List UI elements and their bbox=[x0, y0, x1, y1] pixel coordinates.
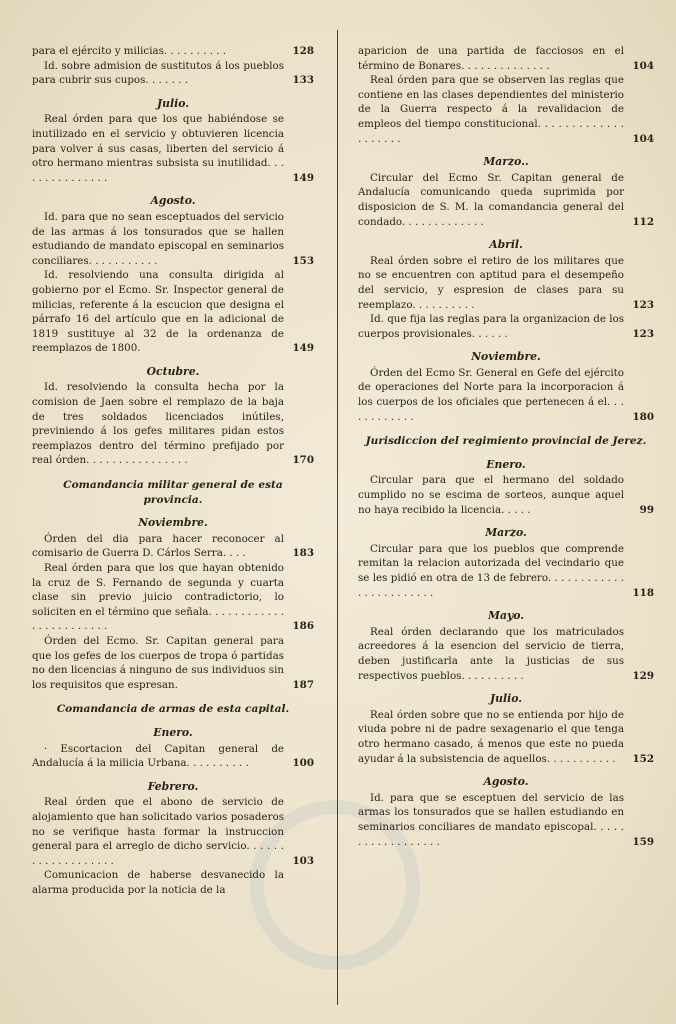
entry-text: Órden del Ecmo. Sr. Capitan general para que los gefes de los cuerpos de tropa ó partidas no den licencias á ninguno de sus individuos sin los requisitos que espresan. bbox=[32, 634, 284, 691]
page-number: 149 bbox=[292, 342, 314, 355]
index-entry bbox=[32, 561, 314, 634]
page-number: 186 bbox=[292, 620, 314, 633]
entry-text: Circular para que el hermano del soldado cumplido no se escima de sorteos, aunque aquel no haya recibido la licencia. . . . . bbox=[358, 474, 624, 516]
page-number: 128 bbox=[292, 45, 314, 57]
page-number: 153 bbox=[292, 254, 314, 267]
month-heading: Noviembre. bbox=[471, 350, 541, 364]
month-heading: Julio. bbox=[157, 96, 189, 110]
page-number: 100 bbox=[292, 757, 314, 770]
section-heading: Comandancia militar general de esta provincia. bbox=[63, 479, 283, 506]
page-number: 180 bbox=[632, 410, 654, 423]
page-number: 149 bbox=[292, 171, 314, 184]
page-number: 187 bbox=[292, 678, 314, 691]
month-heading: Marzo. bbox=[485, 526, 527, 540]
index-entry bbox=[32, 112, 314, 185]
entry-text: Id. para que se esceptuen del servicio de las armas los tonsurados que se hallen estudiando en seminarios conciliares de mandato episcopal. . . . . . . . . . . . . . . . . . bbox=[358, 791, 624, 848]
entry-text: Circular del Ecmo Sr. Capitan general de Andalucía comunicando queda suprimida por disposicion de S. M. la comandancia general del condado. . . . . . . . . . . . . bbox=[358, 171, 624, 228]
entry-text: Órden del Ecmo Sr. General en Gefe del ejército de operaciones del Norte para la incorporacion á los cuerpos de los oficiales que pertenecen á el. . . . . . . . . . . . bbox=[358, 366, 624, 423]
entry-text: Real órden que el abono de servicio de alojamiento que han solicitado varios posaderos no se verifique hasta formar la instruccion general para el arreglo de dicho servicio. . . . . . . . . . . . . . . . . . . bbox=[32, 796, 284, 867]
index-entry bbox=[358, 366, 654, 424]
page-number: 104 bbox=[632, 132, 654, 145]
index-entry bbox=[32, 59, 314, 88]
entry-text: Real órden para que los que hayan obtenido la cruz de S. Fernando de segunda y cuarta clase sin previo juicio contradictorio, lo soliciten en el término que señala. . . . . . . . . . . . . . . . . . . . . . . . bbox=[32, 562, 284, 633]
page-number: 112 bbox=[632, 215, 654, 228]
index-entry bbox=[358, 625, 654, 683]
month-heading: Agosto. bbox=[150, 194, 196, 208]
month-heading: Julio. bbox=[490, 692, 522, 706]
index-entry bbox=[358, 312, 654, 341]
section-heading: Comandancia de armas de esta capital. bbox=[56, 703, 290, 716]
month-heading: Octubre. bbox=[146, 364, 200, 378]
entry-text: Real órden para que se observen las reglas que contiene en las clases dependientes del ministerio de la Guerra respecto á la revalidacion de empleos del tiempo constitucional. . . . . . . . . . . . . . . . . . . . bbox=[358, 74, 624, 145]
page-number: 118 bbox=[632, 586, 654, 599]
month-heading: Febrero. bbox=[147, 779, 199, 793]
month-heading: Noviembre. bbox=[138, 516, 208, 530]
entry-text: Circular para que los pueblos que comprende remitan la relacion autorizada del vecindario que se les pidió en otra de 13 de febrero. . . . . . . . . . . . . . . . . . . . . . . . bbox=[358, 542, 624, 599]
index-entry bbox=[32, 634, 314, 692]
month-heading: Abril. bbox=[489, 238, 523, 252]
month-heading: Agosto. bbox=[483, 775, 529, 789]
index-entry bbox=[358, 473, 654, 517]
page-number: 123 bbox=[632, 298, 654, 311]
entry-text: · Escortacion del Capitan general de Andalucía á la milicia Urbana. . . . . . . . . . bbox=[32, 742, 284, 770]
index-entry bbox=[32, 268, 314, 356]
index-entry bbox=[358, 254, 654, 312]
index-entry bbox=[32, 868, 314, 897]
page-number: 159 bbox=[632, 835, 654, 848]
entry-text: Id. que fija las reglas para la organizacion de los cuerpos provisionales. . . . . . bbox=[358, 313, 624, 340]
index-entry bbox=[358, 73, 654, 146]
page-number: 183 bbox=[292, 547, 314, 560]
entry-text: para el ejército y milicias. . . . . . . . . . bbox=[32, 45, 227, 57]
index-entry bbox=[358, 708, 654, 766]
index-entry bbox=[358, 44, 654, 73]
index-entry bbox=[32, 380, 314, 468]
index-entry bbox=[32, 532, 314, 561]
entry-text: Órden del dia para hacer reconocer al comisario de Guerra D. Cárlos Serra. . . . bbox=[32, 532, 284, 560]
entry-text: aparicion de una partida de facciosos en el término de Bonares. . . . . . . . . . . . . . bbox=[358, 45, 624, 72]
page-number: 104 bbox=[632, 59, 654, 72]
section-heading: Jurisdiccion del regimiento provincial de Jerez. bbox=[365, 435, 647, 448]
index-entry bbox=[358, 791, 654, 849]
entry-text: Comunicacion de haberse desvanecido la alarma producida por la noticia de la bbox=[32, 869, 284, 896]
right-column bbox=[358, 44, 654, 849]
index-entry bbox=[358, 542, 654, 600]
index-entry bbox=[32, 210, 314, 268]
page-number: 103 bbox=[292, 854, 314, 867]
entry-text: Id. resolviendo una consulta dirigida al gobierno por el Ecmo. Sr. Inspector general de milicias, referente á la escucion que designa el párrafo 16 del artículo que en la adicional de 1819 sustituye al 32 de la ordenanza de reemplazos de 1800. bbox=[32, 269, 284, 355]
entry-text: Real órden declarando que los matriculados acreedores á la esencion del servicio de tierra, deben justificarla ante la justicias de sus respectivos pueblos. . . . . . . . . . bbox=[358, 625, 624, 682]
index-entry bbox=[32, 44, 314, 59]
column-divider bbox=[337, 30, 338, 1005]
index-entry bbox=[358, 171, 654, 229]
index-entry bbox=[32, 795, 314, 868]
entry-text: Id. para que no sean esceptuados del servicio de las armas á los tonsurados que se hallen estudiando de mandato episcopal en seminarios conciliares. . . . . . . . . . . bbox=[32, 210, 284, 267]
page-number: 152 bbox=[632, 752, 654, 765]
entry-text: Id. sobre admision de sustitutos á los pueblos para cubrir sus cupos. . . . . . . bbox=[32, 59, 284, 87]
page-number: 99 bbox=[639, 503, 654, 516]
entry-text: Real órden sobre el retiro de los militares que no se encuentren con aptitud para el desempeño del servicio, y espresion de clases para su reemplazo. . . . . . . . . . bbox=[358, 254, 624, 311]
left-column bbox=[32, 44, 314, 897]
page-number: 129 bbox=[632, 669, 654, 682]
index-entry bbox=[32, 742, 314, 771]
month-heading: Enero. bbox=[153, 725, 193, 739]
entry-text: Id. resolviendo la consulta hecha por la comision de Jaen sobre el remplazo de la baja de tres soldados licenciados inútiles, previniendo á los gefes militares pidan estos reemplazos dentro del término prefijado por real órden. . . . . . . . . . . . . . . . bbox=[32, 381, 284, 467]
page-number: 133 bbox=[292, 74, 314, 87]
page-number: 170 bbox=[292, 454, 314, 467]
month-heading: Mayo. bbox=[488, 609, 524, 623]
month-heading: Enero. bbox=[486, 457, 526, 471]
entry-text: Real órden sobre que no se entienda por hijo de viuda pobre ni de padre sexagenario el que tenga otro hermano casado, á menos que este no pueda ayudar á la subsistencia de aquellos. . . . . . . . . . . bbox=[358, 708, 624, 765]
entry-text: Real órden para que los que habiéndose se inutilizado en el servicio y obtuvieren licencia para volver á sus casas, liberten del servicio á otro hermano mientras subsista su inutilidad. . . . . . . . . . . . . . . bbox=[32, 113, 284, 184]
page-number: 123 bbox=[632, 327, 654, 340]
month-heading: Marzo.. bbox=[483, 155, 529, 169]
